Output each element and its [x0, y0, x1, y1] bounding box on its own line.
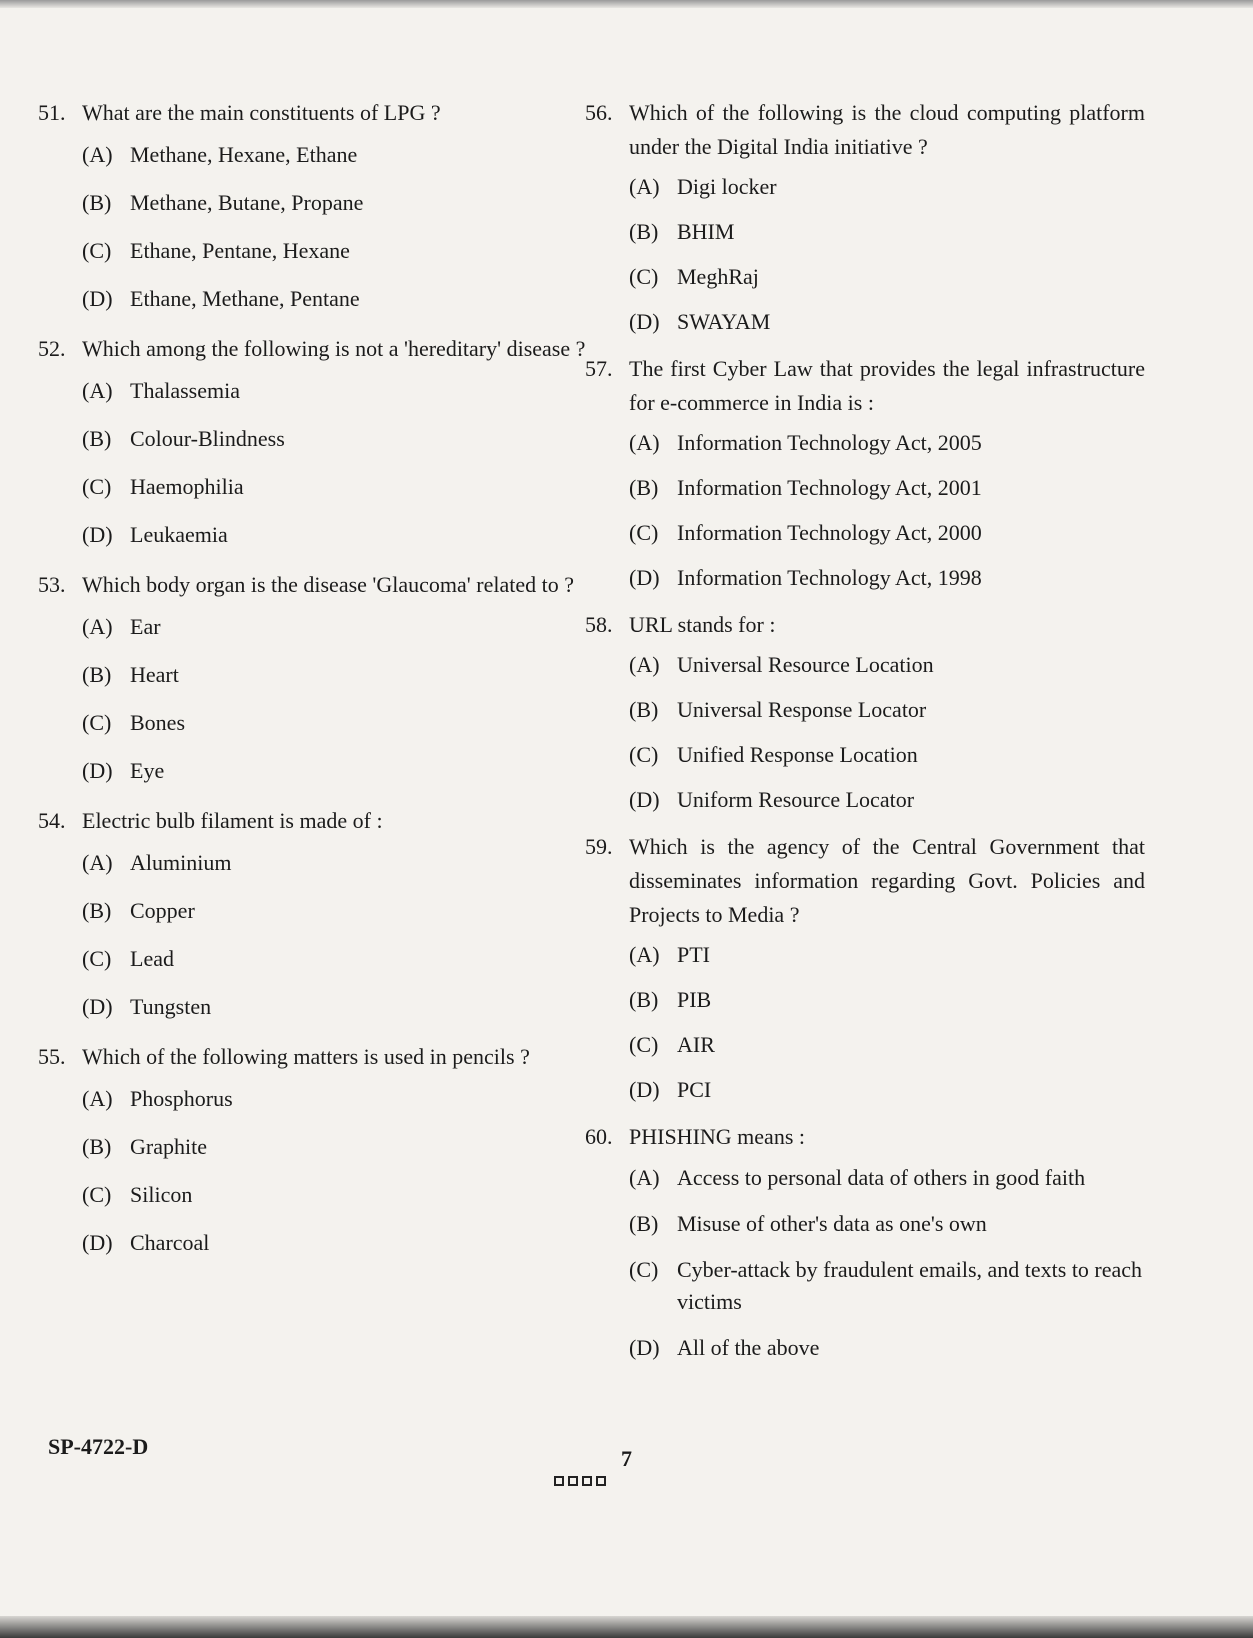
option-b: [38, 896, 588, 926]
option-a: [585, 172, 1145, 202]
option-d: [38, 284, 588, 314]
option-a: [38, 1084, 588, 1114]
question-text: PHISHING means :: [629, 1124, 805, 1149]
question-text: URL stands for :: [629, 612, 776, 637]
question-number: 52.: [38, 336, 66, 361]
page-marks: [554, 1476, 606, 1486]
square-mark: [582, 1476, 592, 1486]
page-bottom-edge: [0, 1616, 1253, 1638]
question-number: 60.: [585, 1124, 613, 1149]
option-c: [38, 236, 588, 266]
question-52: [38, 332, 588, 550]
option-text: Haemophilia: [130, 474, 244, 499]
option-letter: (B): [82, 898, 112, 923]
option-letter: (D): [82, 758, 113, 783]
option-letter: (B): [629, 475, 659, 500]
option-text: Charcoal: [130, 1230, 210, 1255]
option-text: Ethane, Methane, Pentane: [130, 286, 360, 311]
option-text: Lead: [130, 946, 174, 971]
left-column: [38, 96, 588, 1276]
option-a: [38, 376, 588, 406]
option-letter: (D): [629, 1335, 660, 1360]
option-list: [585, 172, 1145, 337]
right-column: [585, 96, 1145, 1378]
option-d: [585, 785, 1145, 815]
question-56: [585, 96, 1145, 337]
question-number: 59.: [585, 834, 613, 859]
option-text: Phosphorus: [130, 1086, 233, 1111]
option-text: Bones: [130, 710, 185, 735]
option-b: [585, 1209, 1145, 1239]
option-list: [585, 650, 1145, 815]
option-text: MeghRaj: [677, 264, 759, 289]
question-number: 55.: [38, 1044, 66, 1069]
option-a: [585, 940, 1145, 970]
option-letter: (A): [629, 942, 660, 967]
question-text: Which of the following matters is used in pencils ?: [82, 1044, 530, 1069]
option-letter: (A): [629, 652, 660, 677]
option-letter: (A): [82, 142, 113, 167]
option-b: [38, 188, 588, 218]
option-b: [38, 660, 588, 690]
option-letter: (D): [82, 994, 113, 1019]
option-letter: (C): [629, 264, 659, 289]
option-letter: (C): [82, 946, 112, 971]
option-b: [585, 473, 1145, 503]
option-d: [585, 563, 1145, 593]
option-b: [38, 424, 588, 454]
question-54: [38, 804, 588, 1022]
option-list: [38, 848, 588, 1022]
option-letter: (B): [629, 1211, 659, 1236]
question-51: [38, 96, 588, 314]
option-letter: (D): [82, 286, 113, 311]
option-c: [585, 1030, 1145, 1060]
option-text: Thalassemia: [130, 378, 240, 403]
option-text: Uniform Resource Locator: [677, 787, 915, 812]
option-letter: (D): [82, 522, 113, 547]
option-letter: (C): [629, 1257, 659, 1282]
option-text: PIB: [677, 987, 712, 1012]
option-letter: (C): [82, 710, 112, 735]
option-text: BHIM: [677, 219, 735, 244]
option-text: Copper: [130, 898, 195, 923]
option-text: Ear: [130, 614, 161, 639]
question-60: [585, 1120, 1145, 1363]
option-text: Methane, Butane, Propane: [130, 190, 364, 215]
option-a: [585, 428, 1145, 458]
option-text: Graphite: [130, 1134, 207, 1159]
option-d: [585, 1333, 1145, 1363]
option-text: SWAYAM: [677, 309, 771, 334]
question-58: [585, 608, 1145, 815]
option-letter: (A): [82, 850, 113, 875]
option-a: [38, 848, 588, 878]
option-b: [585, 217, 1145, 247]
option-c: [585, 740, 1145, 770]
option-letter: (C): [629, 520, 659, 545]
question-59: [585, 830, 1145, 1105]
option-a: [585, 1162, 1145, 1194]
question-53: [38, 568, 588, 786]
option-text: All of the above: [677, 1335, 820, 1360]
option-c: [38, 944, 588, 974]
option-letter: (A): [82, 378, 113, 403]
option-letter: (B): [82, 190, 112, 215]
question-number: 56.: [585, 100, 613, 125]
option-list: [38, 1084, 588, 1258]
option-c: [585, 1254, 1145, 1318]
question-number: 54.: [38, 808, 66, 833]
question-number: 57.: [585, 356, 613, 381]
option-text: PCI: [677, 1077, 712, 1102]
option-letter: (C): [82, 1182, 112, 1207]
option-list: [38, 376, 588, 550]
option-list: [585, 1162, 1145, 1363]
option-letter: (B): [629, 987, 659, 1012]
option-letter: (C): [82, 238, 112, 263]
option-text: Information Technology Act, 2000: [677, 520, 982, 545]
option-list: [38, 140, 588, 314]
option-b: [38, 1132, 588, 1162]
option-c: [38, 472, 588, 502]
option-text: Digi locker: [677, 174, 777, 199]
square-mark: [554, 1476, 564, 1486]
option-text: Aluminium: [130, 850, 232, 875]
question-text: Which of the following is the cloud computing platform under the Digital India initiative ?: [629, 100, 1145, 159]
question-text: Which body organ is the disease 'Glaucoma' related to ?: [82, 572, 574, 597]
option-letter: (C): [629, 1032, 659, 1057]
option-text: Methane, Hexane, Ethane: [130, 142, 358, 167]
square-mark: [596, 1476, 606, 1486]
option-a: [38, 612, 588, 642]
option-letter: (C): [629, 742, 659, 767]
option-text: Cyber-attack by fraudulent emails, and texts to reach victims: [677, 1257, 1143, 1314]
option-d: [38, 520, 588, 550]
booklet-code: SP-4722-D: [48, 1434, 149, 1459]
option-letter: (D): [82, 1230, 113, 1255]
option-text: Eye: [130, 758, 165, 783]
option-letter: (A): [82, 614, 113, 639]
question-number: 53.: [38, 572, 66, 597]
option-c: [585, 518, 1145, 548]
option-letter: (A): [629, 430, 660, 455]
question-number: 51.: [38, 100, 66, 125]
option-text: PTI: [677, 942, 710, 967]
question-57: [585, 352, 1145, 593]
option-text: AIR: [677, 1032, 715, 1057]
question-text: Which is the agency of the Central Government that disseminates information regarding Govt. Policies and Projects to Media ?: [629, 834, 1145, 927]
option-letter: (B): [82, 1134, 112, 1159]
option-a: [38, 140, 588, 170]
option-text: Information Technology Act, 1998: [677, 565, 982, 590]
option-text: Unified Response Location: [677, 742, 918, 767]
option-d: [585, 307, 1145, 337]
option-list: [585, 940, 1145, 1105]
option-text: Access to personal data of others in good faith: [677, 1165, 1086, 1190]
option-list: [585, 428, 1145, 593]
option-letter: (B): [629, 697, 659, 722]
page-number: 7: [621, 1446, 632, 1471]
option-text: Leukaemia: [130, 522, 228, 547]
option-b: [585, 695, 1145, 725]
question-number: 58.: [585, 612, 613, 637]
option-text: Universal Response Locator: [677, 697, 927, 722]
option-text: Silicon: [130, 1182, 193, 1207]
option-d: [38, 992, 588, 1022]
option-d: [38, 756, 588, 786]
question-55: [38, 1040, 588, 1258]
question-text: Electric bulb filament is made of :: [82, 808, 383, 833]
option-text: Information Technology Act, 2005: [677, 430, 982, 455]
option-c: [585, 262, 1145, 292]
option-c: [38, 1180, 588, 1210]
question-text: The first Cyber Law that provides the legal infrastructure for e-commerce in India is :: [629, 356, 1145, 415]
option-letter: (D): [629, 787, 660, 812]
option-text: Colour-Blindness: [130, 426, 285, 451]
option-letter: (B): [82, 426, 112, 451]
option-text: Tungsten: [130, 994, 212, 1019]
option-b: [585, 985, 1145, 1015]
option-text: Misuse of other's data as one's own: [677, 1211, 987, 1236]
question-text: Which among the following is not a 'hereditary' disease ?: [82, 336, 586, 361]
option-list: [38, 612, 588, 786]
option-text: Heart: [130, 662, 179, 687]
option-letter: (B): [629, 219, 659, 244]
square-mark: [568, 1476, 578, 1486]
option-letter: (D): [629, 1077, 660, 1102]
option-a: [585, 650, 1145, 680]
option-letter: (D): [629, 309, 660, 334]
option-d: [585, 1075, 1145, 1105]
option-letter: (B): [82, 662, 112, 687]
option-letter: (A): [82, 1086, 113, 1111]
option-letter: (D): [629, 565, 660, 590]
option-d: [38, 1228, 588, 1258]
option-c: [38, 708, 588, 738]
option-text: Universal Resource Location: [677, 652, 934, 677]
option-text: Information Technology Act, 2001: [677, 475, 982, 500]
page-top-edge: [0, 0, 1253, 8]
question-text: What are the main constituents of LPG ?: [82, 100, 441, 125]
option-letter: (A): [629, 174, 660, 199]
option-letter: (A): [629, 1165, 660, 1190]
option-text: Ethane, Pentane, Hexane: [130, 238, 350, 263]
option-letter: (C): [82, 474, 112, 499]
